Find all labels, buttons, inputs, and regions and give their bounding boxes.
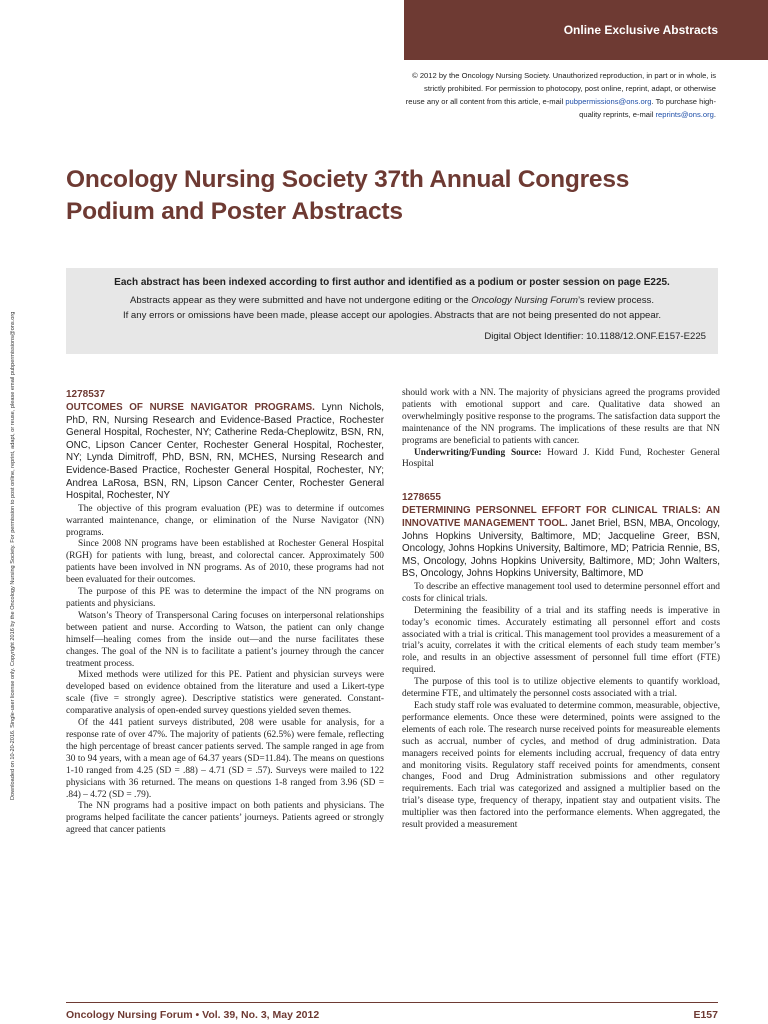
abstract-authors: Lynn Nichols, PhD, RN, Nursing Research and Evidence-Based Practice, Rochester General Hospital, Rochester, NY; Catherine Reda-Cheplowitz, BSN, RN, ONC, Lipson Cancer Center, Rochester General Hospital, Rochester, NY; Lynda Dimitroff, PhD, BSN, RN, MCHES, Nursing Research and Evidence-Based Practice, Rochester General Hospital, Rochester, NY; Andrea LaRosa, BSN, RN, Lipson Cancer Center, Rochester General Hospital, Rochester, NY (66, 402, 384, 502)
abstract-id: 1278655 (402, 492, 441, 504)
page-number: E157 (693, 1009, 718, 1021)
section-banner (404, 0, 768, 60)
abstract-paragraph: The purpose of this PE was to determine the impact of the NN programs on patients and physicians. (66, 587, 384, 609)
editing-note: Abstracts appear as they were submitted and have not undergone editing or the Oncology Nursing Forum’s review process. (129, 295, 655, 306)
abstract-paragraph: The objective of this program evaluation (PE) was to determine if outcomes warranted maintenance, change, or elimination of the Nurse Navigator (NN) programs. (66, 503, 384, 538)
abstract-paragraph: Since 2008 NN programs have been established at Rochester General Hospital (RGH) for patients with lung, breast, and colorectal cancer. Approximately 500 patients have been involved in NN programs. As of 2010, these programs had not been evaluated for their outcomes. (66, 539, 384, 586)
doi: Digital Object Identifier: 10.1188/12.ONF.E157-E225 (484, 331, 706, 342)
abstract-id: 1278537 (66, 389, 105, 400)
abstract-paragraph: To describe an effective management tool used to determine personnel effort and costs for clinical trials. (402, 581, 720, 604)
abstract-heading (402, 505, 720, 581)
abstract-paragraph: The NN programs had a positive impact on both patients and physicians. The programs helped facilitate the cancer patients’ journeys. Patients agreed or strongly agreed that cancer patients (66, 801, 384, 836)
title-line-2: Podium and Poster Abstracts (66, 198, 403, 225)
right-column (402, 388, 720, 832)
banner-label: Online Exclusive Abstracts (563, 23, 718, 37)
abstract-paragraph: Of the 441 patient surveys distributed, 208 were usable for analysis, for a response rate of over 47%. The majority of patients (62.5%) were female, reflecting the high percentage of breast cancer patients served. The sample ranged in age from 30 to 94 years, with a mean age of 64.37 years (SD=11.84). The means on questions 1-10 ranged from 4.25 (SD = .88) – 4.71 (SD = .57). Surveys were mailed to 122 physicians with 36 returned. The means on questions 1-8 ranged from 3.96 (SD = .84) – 4.72 (SD = .79). (66, 718, 384, 800)
abstract-paragraph: Watson’s Theory of Transpersonal Caring focuses on interpersonal relationships between patient and nurse. According to Watson, the patient can only change himself—healing comes from the inside out—and the nurse facilitates these changes. The goal of the NN is to facilitate a patient’s journey through the cancer treatment process. (66, 610, 384, 669)
abstract-title: OUTCOMES OF NURSE NAVIGATOR PROGRAMS. (66, 402, 315, 413)
title-line-1: Oncology Nursing Society 37th Annual Congress (66, 166, 630, 193)
funding-source: Underwriting/Funding Source: Howard J. Kidd Fund, Rochester General Hospital (402, 447, 720, 470)
page-title (66, 164, 706, 228)
abstract-continuation: should work with a NN. The majority of physicians agreed the programs provided patients with emotional support and care. Qualitative data showed an overwhelmingly positive response to the programs. The satisfaction data support the maintenance of the NN programs. The implications of these results are that NN programs are beneficial to patients with cancer. (402, 388, 720, 446)
journal-citation: Oncology Nursing Forum • Vol. 39, No. 3, May 2012 (66, 1009, 320, 1021)
download-license-note: Downloaded on 10-20-2016. Single-user license only. Copyright 2016 by the Oncology Nursing Society. For permission to post online, reprint, adapt, or reuse, please email pubpermissions@ons.org (10, 311, 16, 800)
reprints-email-link[interactable]: reprints@ons.org (655, 110, 714, 119)
footer-divider (66, 1002, 718, 1003)
abstract-paragraph: Mixed methods were utilized for this PE. Patient and physician surveys were developed based on evidence obtained from the literature and used a Likert-type scale (five = strongly agree). Descriptive statistics were generated. Constant-comparative analysis of open-ended survey questions yielded seven themes. (66, 670, 384, 717)
abstract-heading (66, 402, 384, 503)
abstract-paragraph: Determining the feasibility of a trial and its staffing needs is imperative in today’s economic times. Accurately estimating all personnel effort and costs associated with a trial is critical. This management tool provides a measurement of a trial’s acuity, correlates it with the critical elements of each study team member’s role, and results in an objective assessment of personnel full time effort (FTE) required. (402, 605, 720, 676)
errors-note: If any errors or omissions have been made, please accept our apologies. Abstracts that are not being presented do not appear. (122, 310, 662, 321)
permissions-email-link[interactable]: pubpermissions@ons.org (565, 97, 652, 106)
left-column (66, 388, 384, 837)
indexing-note: Each abstract has been indexed according to first author and identified as a podium or poster session on page E225. (114, 277, 670, 288)
abstract-paragraph: Each study staff role was evaluated to determine common, measurable, objective, performance elements. Once these were determined, points were assigned to the elements of each role. The research nurse received points for measureable elements such as accrual, number of cycles, and method of drug administration. Data managers received points for elements including accrual, frequency of data entry and monitoring visits. Regulatory staff received points for amendments, consent changes, Food and Drug Administration submissions and other regulatory requirements. Each trial was categorized and assigned a multiplier based on the trial’s disease type, frequency of therapy, inpatient stay and outpatient visits. The multiplier was then factored into the performance elements. When aggregated, the result provided a measurement (402, 700, 720, 831)
abstract-paragraph: The purpose of this tool is to utilize objective elements to quantify workload, determine FTE, and ultimately the personnel costs associated with a trial. (402, 677, 720, 700)
copyright-notice: © 2012 by the Oncology Nursing Society. Unauthorized reproduction, in part or in whole, is strictly prohibited. For permission to photocopy, post online, reprint, adapt, or otherwise reuse any or all content from this article, e-mail pubpermissions@ons.org. To purchase high-quality reprints, e-mail reprints@ons.org. (405, 71, 716, 119)
indexing-notice-box (66, 268, 718, 354)
abstract-title: DETERMINING PERSONNEL EFFORT FOR CLINICAL TRIALS: AN INNOVATIVE MANAGEMENT TOOL. (402, 505, 720, 529)
abstract-authors: Janet Briel, BSN, MBA, Oncology, Johns Hopkins University, Baltimore, MD; Jacqueline Greer, BSN, Oncology, Johns Hopkins University, Baltimore, MD; Patricia Rennie, BS, MS, Oncology, Johns Hopkins University, Baltimore, MD; John Walters, BS, Oncology, Johns Hopkins University, Baltimore, MD (402, 517, 720, 580)
